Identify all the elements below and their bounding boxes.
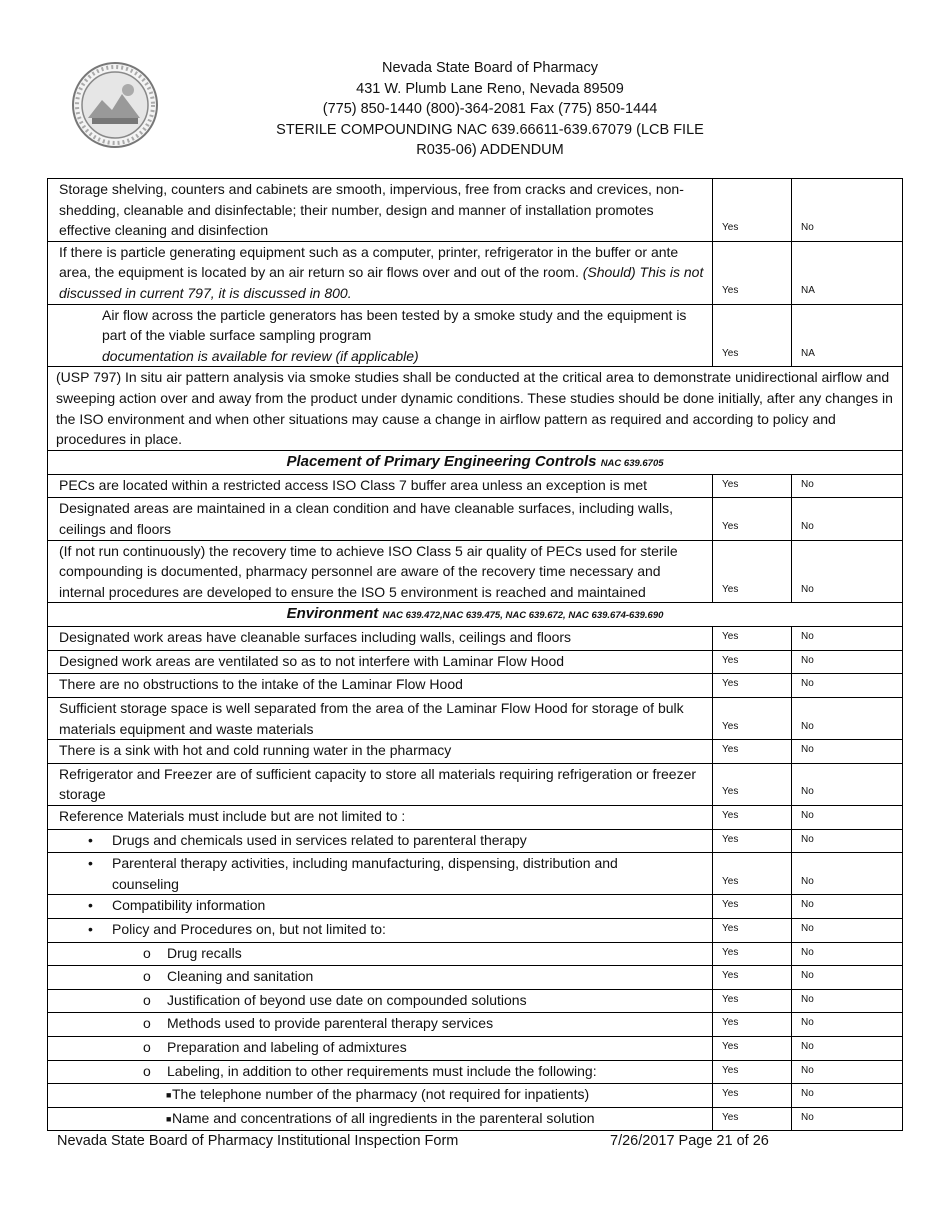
row-text-main: The telephone number of the pharmacy (not required for inpatients) — [172, 1086, 590, 1103]
row-text: Designated areas are maintained in a clean condition and have cleanable surfaces, including walls, ceilings and floors — [48, 498, 713, 540]
row-text — [48, 1036, 713, 1060]
row-note: (Should) This is not discussed in current 797, it is discussed in 800. — [59, 264, 704, 301]
table-row — [48, 1107, 903, 1131]
answer-no[interactable]: No — [792, 474, 903, 498]
answer-yes[interactable]: Yes — [713, 241, 792, 304]
letterhead — [0, 58, 950, 161]
section-title: Environment — [286, 605, 379, 623]
answer-no[interactable]: No — [792, 806, 903, 830]
table-row — [48, 179, 903, 242]
row-text-main: Name and concentrations of all ingredients in the parenteral solution — [172, 1109, 595, 1126]
answer-yes[interactable]: Yes — [713, 806, 792, 830]
form-title-line1: STERILE COMPOUNDING NAC 639.66611-639.67079 (LCB FILE — [276, 121, 704, 138]
usp-797-note: (USP 797) In situ air pattern analysis via smoke studies shall be conducted at the critical area to demonstrate unidirectional airflow and sweeping action over and away from the product under dynamic conditions. These studies should be done initially, after any changes in the ISO environment and when other situations may cause a change in airflow pattern as required and according to policy and procedures in place. — [48, 367, 903, 450]
board-address: 431 W. Plumb Lane Reno, Nevada 89509 — [356, 80, 624, 97]
answer-yes[interactable]: Yes — [713, 829, 792, 853]
table-row — [48, 650, 903, 674]
answer-yes[interactable]: Yes — [713, 853, 792, 895]
square-bullet-glyph: ■ — [166, 1090, 172, 1101]
answer-no[interactable]: No — [792, 1107, 903, 1131]
answer-no[interactable]: No — [792, 540, 903, 603]
answer-no[interactable]: No — [792, 895, 903, 919]
row-text: Designed work areas are ventilated so as to not interfere with Laminar Flow Hood — [48, 650, 713, 674]
circle-bullet-glyph: o — [143, 944, 151, 961]
bullet-glyph: • — [88, 897, 93, 914]
answer-no[interactable]: No — [792, 1060, 903, 1084]
answer-yes[interactable]: Yes — [713, 179, 792, 242]
row-text-main: If there is particle generating equipment such as a computer, printer, refrigerator in the buffer or ante area, the equipment is located by an air return so air flows over and out of the room. — [59, 243, 679, 281]
row-text — [48, 942, 713, 966]
table-row — [48, 853, 903, 895]
row-text-main: Parenteral therapy activities, including manufacturing, dispensing, distribution and counseling — [112, 855, 618, 892]
row-text-main: Policy and Procedures on, but not limited to: — [112, 921, 386, 937]
section-nac-ref: NAC 639.472,NAC 639.475, NAC 639.672, NAC 639.674-639.690 — [382, 610, 664, 622]
answer-yes[interactable]: Yes — [713, 895, 792, 919]
answer-yes[interactable]: Yes — [713, 942, 792, 966]
row-text-main: Compatibility information — [112, 897, 266, 914]
row-text — [48, 829, 713, 853]
table-row — [48, 942, 903, 966]
row-text — [48, 1013, 713, 1037]
table-row — [48, 367, 903, 450]
answer-yes[interactable]: Yes — [713, 650, 792, 674]
row-text: Storage shelving, counters and cabinets are smooth, impervious, free from cracks and crevices, non-shedding, cleanable and disinfectable; their number, design and manner of installation promotes effective cleaning and disinfection — [48, 179, 713, 242]
row-text — [48, 853, 713, 895]
answer-yes[interactable]: Yes — [713, 627, 792, 651]
board-name: Nevada State Board of Pharmacy — [381, 60, 598, 76]
answer-no[interactable]: No — [792, 1013, 903, 1037]
table-row — [48, 1084, 903, 1108]
answer-yes[interactable]: Yes — [713, 1013, 792, 1037]
row-text — [48, 895, 713, 919]
footer-form-name: Nevada State Board of Pharmacy Institutional Inspection Form — [57, 1133, 459, 1149]
bullet-glyph: • — [88, 855, 93, 872]
table-row — [48, 1013, 903, 1037]
table-row — [48, 474, 903, 498]
section-header — [48, 450, 903, 474]
footer-date-page: 7/26/2017 Page 21 of 26 — [610, 1133, 769, 1149]
answer-na[interactable]: NA — [792, 304, 903, 367]
bullet-glyph: • — [88, 921, 93, 937]
row-text: Refrigerator and Freezer are of sufficient capacity to store all materials requiring refrigeration or freezer storage — [48, 763, 713, 805]
answer-yes[interactable]: Yes — [713, 919, 792, 943]
row-text: Sufficient storage space is well separated from the area of the Laminar Flow Hood for storage of bulk materials equipment and waste materials — [48, 698, 713, 740]
table-row — [48, 1036, 903, 1060]
answer-yes[interactable]: Yes — [713, 1036, 792, 1060]
row-text — [48, 304, 713, 367]
table-row — [48, 806, 903, 830]
row-text-main: Air flow across the particle generators has been tested by a smoke study and the equipment is part of the viable surface sampling program — [102, 306, 687, 344]
row-note: documentation is available for review (if applicable) — [102, 347, 419, 364]
answer-no[interactable]: No — [792, 829, 903, 853]
answer-yes[interactable]: Yes — [713, 740, 792, 764]
answer-yes[interactable]: Yes — [713, 304, 792, 367]
row-text-main: Labeling, in addition to other requirements must include the following: — [167, 1062, 597, 1079]
answer-no[interactable]: No — [792, 179, 903, 242]
table-row — [48, 241, 903, 304]
answer-na[interactable]: NA — [792, 241, 903, 304]
answer-no[interactable]: No — [792, 498, 903, 540]
answer-yes[interactable]: Yes — [713, 1060, 792, 1084]
row-text: There are no obstructions to the intake of the Laminar Flow Hood — [48, 674, 713, 698]
row-text — [48, 1107, 713, 1131]
answer-no[interactable]: No — [792, 698, 903, 740]
row-text: Designated work areas have cleanable surfaces including walls, ceilings and floors — [48, 627, 713, 651]
row-text — [48, 966, 713, 990]
table-row — [48, 919, 903, 943]
answer-yes[interactable]: Yes — [713, 498, 792, 540]
answer-no[interactable]: No — [792, 740, 903, 764]
answer-no[interactable]: No — [792, 1036, 903, 1060]
answer-no[interactable]: No — [792, 919, 903, 943]
answer-no[interactable]: No — [792, 966, 903, 990]
answer-yes[interactable]: Yes — [713, 966, 792, 990]
row-text: Reference Materials must include but are not limited to : — [48, 806, 713, 830]
circle-bullet-glyph: o — [143, 991, 151, 1008]
bullet-glyph: • — [88, 831, 93, 848]
table-row — [48, 740, 903, 764]
row-text — [48, 1060, 713, 1084]
answer-yes[interactable]: Yes — [713, 698, 792, 740]
row-text-main: Preparation and labeling of admixtures — [167, 1038, 407, 1055]
answer-no[interactable]: No — [792, 989, 903, 1013]
table-row — [48, 498, 903, 540]
table-row — [48, 966, 903, 990]
circle-bullet-glyph: o — [143, 968, 151, 985]
table-row — [48, 674, 903, 698]
answer-yes[interactable]: Yes — [713, 540, 792, 603]
row-text: (If not run continuously) the recovery time to achieve ISO Class 5 air quality of PECs used for sterile compounding is documented, pharmacy personnel are aware of the recovery time necessary and internal procedures are developed to ensure the ISO 5 environment is reached and maintained — [48, 540, 713, 603]
table-row — [48, 1060, 903, 1084]
circle-bullet-glyph: o — [143, 1038, 151, 1055]
row-text — [48, 989, 713, 1013]
section-nac-ref: NAC 639.6705 — [600, 457, 664, 469]
answer-yes[interactable]: Yes — [713, 1084, 792, 1108]
answer-yes[interactable]: Yes — [713, 1107, 792, 1131]
table-row — [48, 829, 903, 853]
section-title: Placement of Primary Engineering Controls — [286, 452, 597, 470]
answer-no[interactable]: No — [792, 853, 903, 895]
circle-bullet-glyph: o — [143, 1062, 151, 1079]
table-row — [48, 895, 903, 919]
row-text-main: Drugs and chemicals used in services related to parenteral therapy — [112, 831, 527, 848]
answer-no[interactable]: No — [792, 1084, 903, 1108]
row-text-main: Cleaning and sanitation — [167, 968, 314, 985]
row-text-main: Drug recalls — [167, 944, 242, 961]
answer-no[interactable]: No — [792, 650, 903, 674]
row-text: PECs are located within a restricted access ISO Class 7 buffer area unless an exception is met — [48, 474, 713, 498]
answer-yes[interactable]: Yes — [713, 674, 792, 698]
table-row — [48, 540, 903, 603]
table-row — [48, 698, 903, 740]
square-bullet-glyph: ■ — [166, 1113, 172, 1124]
table-row — [48, 989, 903, 1013]
answer-yes[interactable]: Yes — [713, 763, 792, 805]
answer-yes[interactable]: Yes — [713, 474, 792, 498]
table-row — [48, 763, 903, 805]
table-row — [48, 304, 903, 367]
row-text-main: Justification of beyond use date on compounded solutions — [167, 991, 527, 1008]
answer-yes[interactable]: Yes — [713, 989, 792, 1013]
answer-no[interactable]: No — [792, 674, 903, 698]
answer-no[interactable]: No — [792, 942, 903, 966]
row-text — [48, 1084, 713, 1108]
circle-bullet-glyph: o — [143, 1015, 151, 1032]
row-text: There is a sink with hot and cold running water in the pharmacy — [48, 740, 713, 764]
inspection-table — [47, 178, 903, 1131]
row-text-main: Methods used to provide parenteral therapy services — [167, 1015, 494, 1032]
table-row — [48, 627, 903, 651]
row-text — [48, 919, 713, 943]
answer-no[interactable]: No — [792, 627, 903, 651]
section-header — [48, 603, 903, 627]
form-title-line2: R035-06) ADDENDUM — [416, 142, 564, 158]
row-text — [48, 241, 713, 304]
board-phone: (775) 850-1440 (800)-364-2081 Fax (775) 850-1444 — [322, 101, 658, 117]
answer-no[interactable]: No — [792, 763, 903, 805]
